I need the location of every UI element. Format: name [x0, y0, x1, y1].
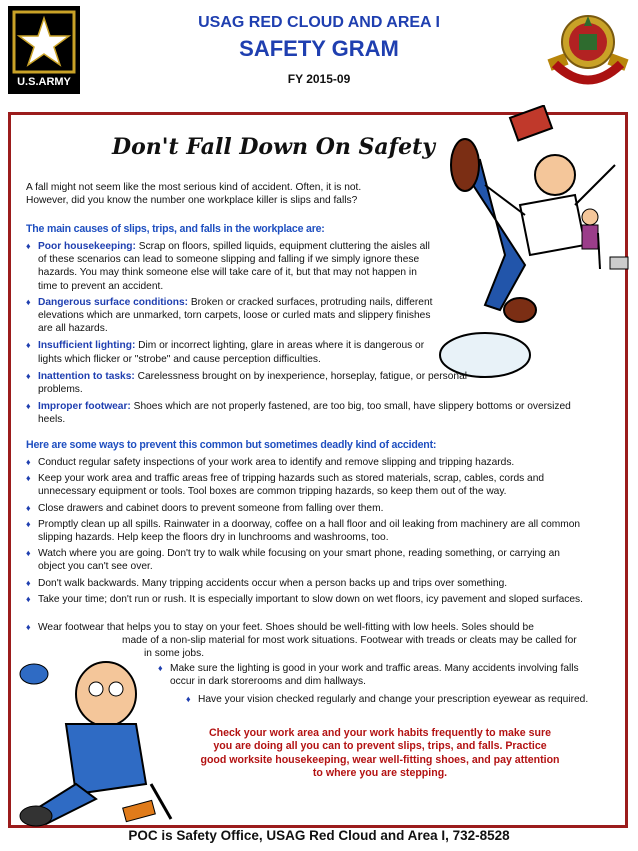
diamond-bullet-icon: ♦: [26, 296, 31, 307]
diamond-bullet-icon: ♦: [26, 502, 31, 513]
tip-vision: ♦ Have your vision checked regularly and change your prescription eyewear as required.: [186, 694, 589, 705]
tip-lighting: ♦ Make sure the lighting is good in your work and traffic areas. Many accidents involving falls occur in dark storerooms and dim hallways.: [158, 663, 579, 688]
diamond-bullet-icon: ♦: [26, 622, 31, 632]
diamond-bullet-icon: ♦: [26, 473, 31, 484]
diamond-bullet-icon: ♦: [26, 241, 31, 251]
tips-list: [26, 456, 586, 606]
list-item: ♦ Conduct regular safety inspections of your work area to identify and remove slipping and tripping hazards.: [26, 457, 515, 468]
intro-text: A fall might not seem like the most serious kind of accident. Often, it is not. However, did you know the number one workplace killer is slips and falls?: [26, 182, 362, 207]
list-item: ♦ Keep your work area and traffic areas free of tripping hazards such as stored materials, scrap, cables, cords and unnecessary equipment or tools. Tool boxes are common tripping hazards, so keep them out of the way.: [26, 473, 545, 498]
list-item: ♦ Close drawers and cabinet doors to prevent someone from falling over them.: [26, 502, 384, 514]
diamond-bullet-icon: ♦: [186, 694, 191, 704]
prevent-heading: Here are some ways to prevent this common but sometimes deadly kind of accident:: [26, 439, 437, 451]
list-item: ♦ Take your time; don't run or rush. It is especially important to slow down on wet floors, icy pavement and sloped surfaces.: [26, 593, 583, 605]
diamond-bullet-icon: ♦: [26, 593, 31, 604]
list-item: ♦ Insufficient lighting: Dim or incorrect lighting, glare in areas where it is dangerous or lights which flicker or "strobe" and cause perception difficulties.: [26, 340, 425, 365]
diamond-bullet-icon: ♦: [26, 401, 31, 412]
causes-heading: The main causes of slips, trips, and falls in the workplace are:: [26, 223, 325, 235]
tip-footwear: ♦ Wear footwear that helps you to stay on your feet. Shoes should be well-fitting with low heels. Soles should be: [26, 622, 534, 633]
page-title: SAFETY GRAM: [239, 36, 399, 61]
callout-text: Check your work area and your work habits frequently to make sure you are doing all you can to prevent slips, trips, and falls. Practice good worksite housekeeping, wear well-fitting shoes, and pay attention to where you are stepping.: [200, 727, 560, 779]
causes-list: [26, 240, 588, 427]
tip-footwear-line-3: in some jobs.: [144, 648, 205, 659]
list-item: ♦ Inattention to tasks: Carelessness brought on by inexperience, horseplay, fatigue, or personal problems.: [26, 370, 468, 396]
army-logo-text: U.S.ARMY: [17, 76, 71, 88]
poc-footer: POC is Safety Office, USAG Red Cloud and Area I, 732-8528: [128, 828, 510, 843]
diamond-bullet-icon: ♦: [26, 457, 31, 467]
list-item: ♦ Promptly clean up all spills. Rainwater in a doorway, coffee on a hall floor and oil leaking from machinery are all common slipping hazards. Help keep the floors dry in lunchrooms and washrooms, too.: [26, 518, 581, 544]
list-item: ♦ Poor housekeeping: Scrap on floors, spilled liquids, equipment cluttering the aisles all of these scenarios can lead to someone slipping and falling if we simply ignore these hazards. You may think someone else will take care of it, but that may not happen in time to prevent an accident.: [26, 241, 430, 292]
list-item: ♦ Watch where you are going. Don't try to walk while focusing on your smart phone, reading something, or carrying an object you can't see over.: [26, 548, 560, 573]
list-item: ♦ Dangerous surface conditions: Broken or cracked surfaces, protruding nails, different elevations which are unmarked, torn carpets, loose or curled mats and slippery finishes are all hazards.: [26, 296, 433, 335]
diamond-bullet-icon: ♦: [26, 577, 31, 588]
article-title: Don't Fall Down On Safety: [112, 134, 436, 160]
list-item: ♦ Improper footwear: Shoes which are not properly fastened, are too big, too small, have slippery bottoms or oversized heels.: [26, 401, 571, 426]
org-name: USAG RED CLOUD AND AREA I: [198, 14, 440, 31]
diamond-bullet-icon: ♦: [26, 370, 31, 381]
diamond-bullet-icon: ♦: [26, 518, 31, 529]
diamond-bullet-icon: ♦: [158, 663, 163, 673]
fiscal-year: FY 2015-09: [287, 72, 351, 86]
list-item: ♦ Don't walk backwards. Many tripping accidents occur when a person backs up and trips over something.: [26, 577, 508, 589]
tip-footwear-line-2: made of a non-slip material for most work situations. Footwear with treads or cleats may be called for: [122, 635, 577, 646]
diamond-bullet-icon: ♦: [26, 340, 31, 351]
tripping-man-illustration: [6, 634, 196, 834]
diamond-bullet-icon: ♦: [26, 548, 31, 559]
